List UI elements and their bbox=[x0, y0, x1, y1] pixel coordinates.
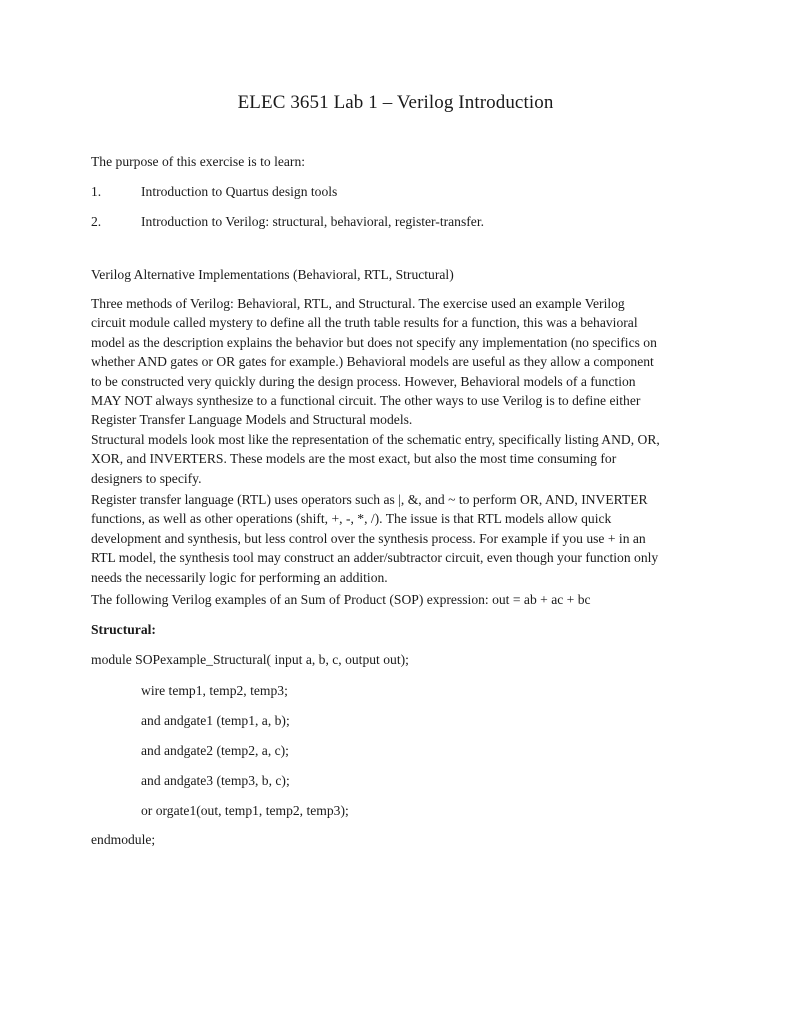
paragraph-structural bbox=[91, 430, 691, 488]
paragraph-line: circuit module called mystery to define all the truth table results for a function, this was a behavioral bbox=[91, 315, 638, 331]
paragraph-behavioral bbox=[91, 294, 691, 430]
paragraph-line: Register transfer language (RTL) uses operators such as |, &, and ~ to perform OR, AND, INVERTER bbox=[91, 492, 648, 507]
paragraph-line: Three methods of Verilog: Behavioral, RTL, and Structural. The exercise used an example Verilog bbox=[91, 296, 625, 311]
paragraph-line: model as the description explains the behavior but does not specify any implementation (no specifics on bbox=[91, 334, 657, 350]
sop-sentence: The following Verilog examples of an Sum of Product (SOP) expression: out = ab + ac + bc bbox=[91, 592, 591, 607]
paragraph-line: functions, as well as other operations (shift, +, -, *, /). The issue is that RTL models allow quick bbox=[91, 511, 612, 527]
code-line: and andgate3 (temp3, b, c); bbox=[141, 773, 290, 788]
code-line: and andgate2 (temp2, a, c); bbox=[141, 743, 289, 758]
paragraph-line: whether AND gates or OR gates for example.) Behavioral models are useful as they allow a component bbox=[91, 354, 654, 370]
paragraph-line: RTL model, the synthesis tool may construct an adder/subtractor circuit, even though your function only bbox=[91, 550, 659, 566]
paragraph-line: Register Transfer Language Models and Structural models. bbox=[91, 412, 413, 428]
paragraph-line: Structural models look most like the representation of the schematic entry, specifically listing AND, OR, bbox=[91, 432, 660, 447]
purpose-intro: The purpose of this exercise is to learn: bbox=[91, 154, 306, 169]
structural-heading: Structural: bbox=[91, 622, 156, 637]
objective-text-1: Introduction to Quartus design tools bbox=[141, 184, 338, 199]
paragraph-line: designers to specify. bbox=[91, 470, 202, 486]
code-line: or orgate1(out, temp1, temp2, temp3); bbox=[141, 803, 349, 818]
code-line: and andgate1 (temp1, a, b); bbox=[141, 713, 290, 728]
paragraph-line: development and synthesis, but less control over the synthesis process. For example if you use + in an bbox=[91, 530, 646, 546]
paragraph-rtl bbox=[91, 490, 691, 587]
paragraph-line: to be constructed very quickly during the design process. However, Behavioral models of a function bbox=[91, 373, 636, 389]
paragraph-line: XOR, and INVERTERS. These models are the most exact, but also the most time consuming for bbox=[91, 451, 617, 467]
objective-number-1: 1. bbox=[91, 184, 102, 199]
page-title: ELEC 3651 Lab 1 – Verilog Introduction bbox=[237, 92, 554, 113]
objective-number-2: 2. bbox=[91, 214, 102, 229]
section-heading: Verilog Alternative Implementations (Behavioral, RTL, Structural) bbox=[91, 267, 454, 282]
endmodule: endmodule; bbox=[91, 832, 156, 847]
paragraph-line: needs the necessarily logic for performing an addition. bbox=[91, 569, 388, 585]
module-header: module SOPexample_Structural( input a, b, c, output out); bbox=[91, 652, 409, 667]
code-line: wire temp1, temp2, temp3; bbox=[141, 683, 288, 698]
objective-text-2: Introduction to Verilog: structural, behavioral, register-transfer. bbox=[141, 214, 484, 229]
paragraph-line: MAY NOT always synthesize to a functional circuit. The other ways to use Verilog is to define either bbox=[91, 393, 641, 409]
